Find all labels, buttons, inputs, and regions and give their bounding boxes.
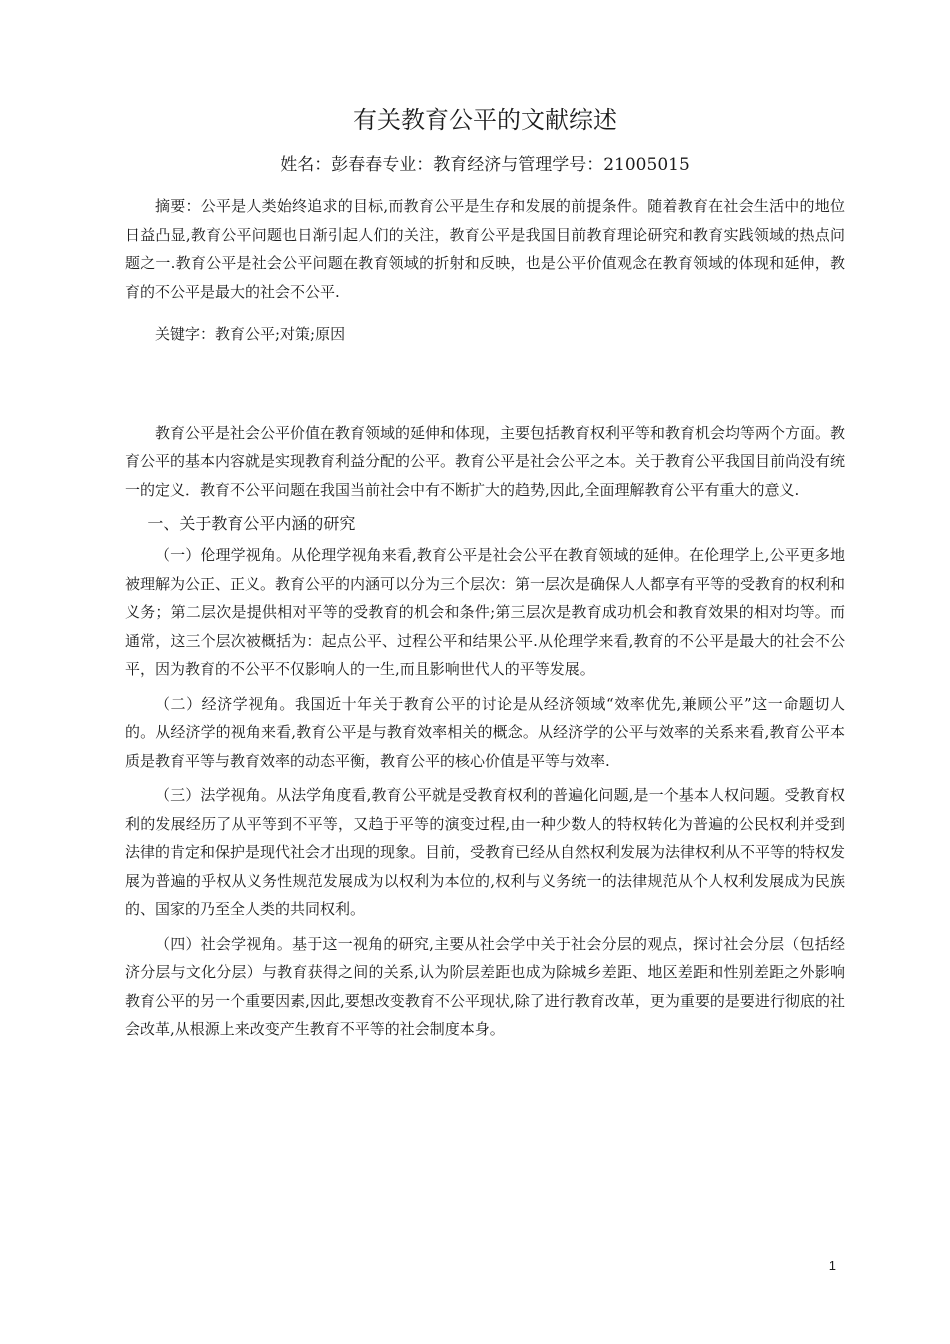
document-title: 有关教育公平的文献综述: [353, 106, 617, 134]
abstract-paragraph: 摘要：公平是人类始终追求的目标,而教育公平是生存和发展的前提条件。随着教育在社会生活中的地位日益凸显,教育公平问题也日渐引起人们的关注，教育公平是我国目前教育理论研究和教育实践领域的热点问题之一.教育公平是社会公平问题在教育领域的折射和反映，也是公平价值观念在教育领域的体现和延伸，教育的不公平是最大的社会不公平.: [125, 197, 845, 301]
intro-paragraph: 教育公平是社会公平价值在教育领域的延伸和体现，主要包括教育权利平等和教育机会均等两个方面。教育公平的基本内容就是实现教育利益分配的公平。教育公平是社会公平之本。关于教育公平我国目前尚没有统一的定义．教育不公平问题在我国当前社会中有不断扩大的趋势,因此,全面理解教育公平有重大的意义.: [125, 423, 846, 499]
paragraph-ethics: （一）伦理学视角。从伦理学视角来看,教育公平是社会公平在教育领域的延伸。在伦理学上,公平更多地被理解为公正、正义。教育公平的内涵可以分为三个层次：第一层次是确保人人都享有平等的受教育的权利和义务；第二层次是提供相对平等的受教育的机会和条件;第三层次是教育成功机会和教育效果的相对均等。而通常，这三个层次被概括为：起点公平、过程公平和结果公平.从伦理学来看,教育的不公平是最大的社会不公平，因为教育的不公平不仅影响人的一生,而且影响世代人的平等发展。: [125, 546, 846, 678]
page-number: 1: [828, 1258, 836, 1273]
paragraph-sociology: （四）社会学视角。基于这一视角的研究,主要从社会学中关于社会分层的观点，探讨社会分层（包括经济分层与文化分层）与教育获得之间的关系,认为阶层差距也成为除城乡差距、地区差距和性别差距之外影响教育公平的另一个重要因素,因此,要想改变教育不公平现状,除了进行教育改革，更为重要的是要进行彻底的社会改革,从根源上来改变产生教育不平等的社会制度本身。: [125, 934, 845, 1038]
keywords-line: 关键字：教育公平;对策;原因: [155, 325, 346, 343]
section-heading: 一、关于教育公平内涵的研究: [147, 514, 356, 533]
paragraph-economics: （二）经济学视角。我国近十年关于教育公平的讨论是从经济领域“效率优先,兼顾公平”这一命题切人的。从经济学的视角来看,教育公平是与教育效率相关的概念。从经济学的公平与效率的关系来看,教育公平本质是教育平等与教育效率的动态平衡，教育公平的核心价值是平等与效率.: [125, 694, 845, 770]
paragraph-law: （三）法学视角。从法学角度看,教育公平就是受教育权利的普遍化问题,是一个基本人权问题。受教育权利的发展经历了从平等到不平等，又趋于平等的演变过程,由一种少数人的特权转化为普遍的公民权利并受到法律的肯定和保护是现代社会才出现的现象。目前，受教育已经从自然权利发展为法律权利从不平等的特权发展为普遍的乎权从义务性规范发展成为以权利为本位的,权利与义务统一的法律规范从个人权利发展成为民族的、国家的乃至全人类的共同权利。: [125, 786, 846, 918]
author-line: 姓名：彭春春专业：教育经济与管理学号：21005015: [280, 155, 690, 175]
